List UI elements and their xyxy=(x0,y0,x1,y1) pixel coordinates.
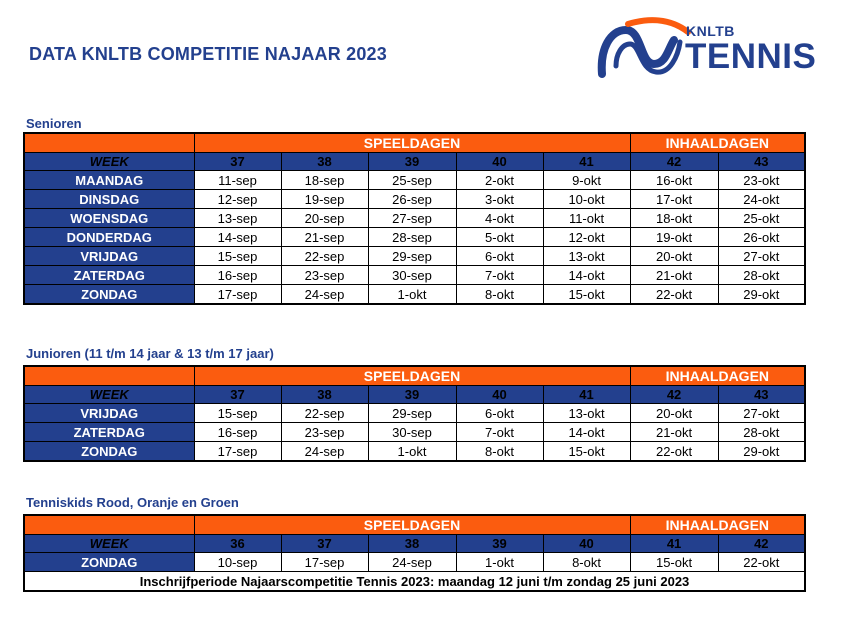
week-number: 41 xyxy=(543,386,630,404)
date-cell: 22-okt xyxy=(630,442,718,462)
date-cell: 10-okt xyxy=(543,190,630,209)
section-title-senioren: Senioren xyxy=(26,116,82,131)
registration-note-row xyxy=(24,572,805,592)
speeldagen-header: SPEELDAGEN xyxy=(194,133,630,153)
week-row xyxy=(24,153,805,171)
logo-small-text: KNLTB xyxy=(686,23,735,39)
date-cell: 24-okt xyxy=(718,190,805,209)
date-cell: 30-sep xyxy=(368,266,456,285)
logo-big-text: TENNIS xyxy=(685,37,817,76)
week-number: 41 xyxy=(630,535,718,553)
week-number: 40 xyxy=(543,535,630,553)
date-cell: 28-sep xyxy=(368,228,456,247)
inhaaldagen-header: INHAALDAGEN xyxy=(630,515,805,535)
week-number: 37 xyxy=(194,386,281,404)
date-cell: 21-okt xyxy=(630,423,718,442)
date-cell: 29-sep xyxy=(368,404,456,423)
date-cell: 7-okt xyxy=(456,266,543,285)
schedule-table-senioren xyxy=(23,132,806,305)
week-number: 43 xyxy=(718,386,805,404)
week-label: WEEK xyxy=(24,535,194,553)
day-label: WOENSDAG xyxy=(24,209,194,228)
date-cell: 16-sep xyxy=(194,266,281,285)
date-cell: 20-sep xyxy=(281,209,368,228)
table-row xyxy=(24,171,805,190)
date-cell: 14-okt xyxy=(543,266,630,285)
date-cell: 6-okt xyxy=(456,247,543,266)
date-cell: 19-okt xyxy=(630,228,718,247)
table-row xyxy=(24,228,805,247)
week-number: 40 xyxy=(456,153,543,171)
date-cell: 8-okt xyxy=(456,442,543,462)
date-cell: 17-sep xyxy=(194,285,281,305)
table-row xyxy=(24,423,805,442)
registration-note: Inschrijfperiode Najaarscompetitie Tennis 2023: maandag 12 juni t/m zondag 25 juni 2023 xyxy=(24,572,805,592)
day-label: ZONDAG xyxy=(24,285,194,305)
table-row xyxy=(24,404,805,423)
date-cell: 10-sep xyxy=(194,553,281,572)
date-cell: 29-okt xyxy=(718,442,805,462)
day-label: ZONDAG xyxy=(24,553,194,572)
date-cell: 15-okt xyxy=(630,553,718,572)
day-label: MAANDAG xyxy=(24,171,194,190)
date-cell: 11-sep xyxy=(194,171,281,190)
date-cell: 27-okt xyxy=(718,247,805,266)
date-cell: 23-sep xyxy=(281,423,368,442)
date-cell: 21-okt xyxy=(630,266,718,285)
date-cell: 22-okt xyxy=(718,553,805,572)
inhaaldagen-header: INHAALDAGEN xyxy=(630,133,805,153)
date-cell: 20-okt xyxy=(630,247,718,266)
date-cell: 19-sep xyxy=(281,190,368,209)
week-number: 38 xyxy=(281,153,368,171)
date-cell: 8-okt xyxy=(543,553,630,572)
date-cell: 1-okt xyxy=(368,285,456,305)
date-cell: 13-sep xyxy=(194,209,281,228)
page-title: DATA KNLTB COMPETITIE NAJAAR 2023 xyxy=(29,44,387,64)
date-cell: 15-okt xyxy=(543,442,630,462)
week-number: 39 xyxy=(368,153,456,171)
inhaaldagen-header: INHAALDAGEN xyxy=(630,366,805,386)
date-cell: 26-okt xyxy=(718,228,805,247)
date-cell: 27-sep xyxy=(368,209,456,228)
week-number: 39 xyxy=(456,535,543,553)
knltb-tennis-logo xyxy=(594,14,817,80)
tennis-swoosh-icon xyxy=(594,14,694,80)
date-cell: 15-sep xyxy=(194,404,281,423)
week-number: 37 xyxy=(281,535,368,553)
date-cell: 17-okt xyxy=(630,190,718,209)
date-cell: 18-sep xyxy=(281,171,368,190)
date-cell: 17-sep xyxy=(281,553,368,572)
date-cell: 25-okt xyxy=(718,209,805,228)
day-label: ZONDAG xyxy=(24,442,194,462)
week-label: WEEK xyxy=(24,386,194,404)
date-cell: 22-sep xyxy=(281,404,368,423)
week-row xyxy=(24,386,805,404)
date-cell: 1-okt xyxy=(368,442,456,462)
week-number: 40 xyxy=(456,386,543,404)
date-cell: 5-okt xyxy=(456,228,543,247)
date-cell: 4-okt xyxy=(456,209,543,228)
date-cell: 28-okt xyxy=(718,266,805,285)
table-row xyxy=(24,285,805,305)
date-cell: 16-sep xyxy=(194,423,281,442)
week-number: 38 xyxy=(368,535,456,553)
date-cell: 6-okt xyxy=(456,404,543,423)
table-row xyxy=(24,247,805,266)
date-cell: 23-okt xyxy=(718,171,805,190)
header-blank-cell xyxy=(24,515,194,535)
week-label: WEEK xyxy=(24,153,194,171)
week-number: 36 xyxy=(194,535,281,553)
day-label: ZATERDAG xyxy=(24,266,194,285)
date-cell: 29-sep xyxy=(368,247,456,266)
date-cell: 15-okt xyxy=(543,285,630,305)
date-cell: 7-okt xyxy=(456,423,543,442)
week-row xyxy=(24,535,805,553)
date-cell: 30-sep xyxy=(368,423,456,442)
week-number: 42 xyxy=(718,535,805,553)
week-number: 38 xyxy=(281,386,368,404)
table-row xyxy=(24,209,805,228)
date-cell: 20-okt xyxy=(630,404,718,423)
table-row xyxy=(24,442,805,462)
schedule-table-tenniskids xyxy=(23,514,806,592)
date-cell: 11-okt xyxy=(543,209,630,228)
speeldagen-header: SPEELDAGEN xyxy=(194,515,630,535)
week-number: 39 xyxy=(368,386,456,404)
date-cell: 26-sep xyxy=(368,190,456,209)
date-cell: 16-okt xyxy=(630,171,718,190)
table-row xyxy=(24,553,805,572)
date-cell: 13-okt xyxy=(543,404,630,423)
section-title-junioren: Junioren (11 t/m 14 jaar & 13 t/m 17 jaar) xyxy=(26,346,274,361)
date-cell: 12-sep xyxy=(194,190,281,209)
week-number: 37 xyxy=(194,153,281,171)
speeldagen-header: SPEELDAGEN xyxy=(194,366,630,386)
date-cell: 21-sep xyxy=(281,228,368,247)
date-cell: 28-okt xyxy=(718,423,805,442)
date-cell: 8-okt xyxy=(456,285,543,305)
date-cell: 27-okt xyxy=(718,404,805,423)
date-cell: 15-sep xyxy=(194,247,281,266)
date-cell: 14-sep xyxy=(194,228,281,247)
table-row xyxy=(24,190,805,209)
date-cell: 9-okt xyxy=(543,171,630,190)
date-cell: 24-sep xyxy=(281,442,368,462)
section-title-tenniskids: Tenniskids Rood, Oranje en Groen xyxy=(26,495,239,510)
date-cell: 22-okt xyxy=(630,285,718,305)
date-cell: 17-sep xyxy=(194,442,281,462)
day-label: VRIJDAG xyxy=(24,247,194,266)
week-number: 42 xyxy=(630,153,718,171)
date-cell: 24-sep xyxy=(368,553,456,572)
table-row xyxy=(24,266,805,285)
schedule-table-junioren xyxy=(23,365,806,462)
date-cell: 3-okt xyxy=(456,190,543,209)
date-cell: 23-sep xyxy=(281,266,368,285)
date-cell: 13-okt xyxy=(543,247,630,266)
day-label: ZATERDAG xyxy=(24,423,194,442)
day-label: VRIJDAG xyxy=(24,404,194,423)
date-cell: 24-sep xyxy=(281,285,368,305)
header-blank-cell xyxy=(24,133,194,153)
date-cell: 29-okt xyxy=(718,285,805,305)
date-cell: 12-okt xyxy=(543,228,630,247)
date-cell: 22-sep xyxy=(281,247,368,266)
header-blank-cell xyxy=(24,366,194,386)
date-cell: 25-sep xyxy=(368,171,456,190)
date-cell: 18-okt xyxy=(630,209,718,228)
week-number: 42 xyxy=(630,386,718,404)
day-label: DINSDAG xyxy=(24,190,194,209)
week-number: 41 xyxy=(543,153,630,171)
day-label: DONDERDAG xyxy=(24,228,194,247)
week-number: 43 xyxy=(718,153,805,171)
date-cell: 2-okt xyxy=(456,171,543,190)
date-cell: 14-okt xyxy=(543,423,630,442)
date-cell: 1-okt xyxy=(456,553,543,572)
